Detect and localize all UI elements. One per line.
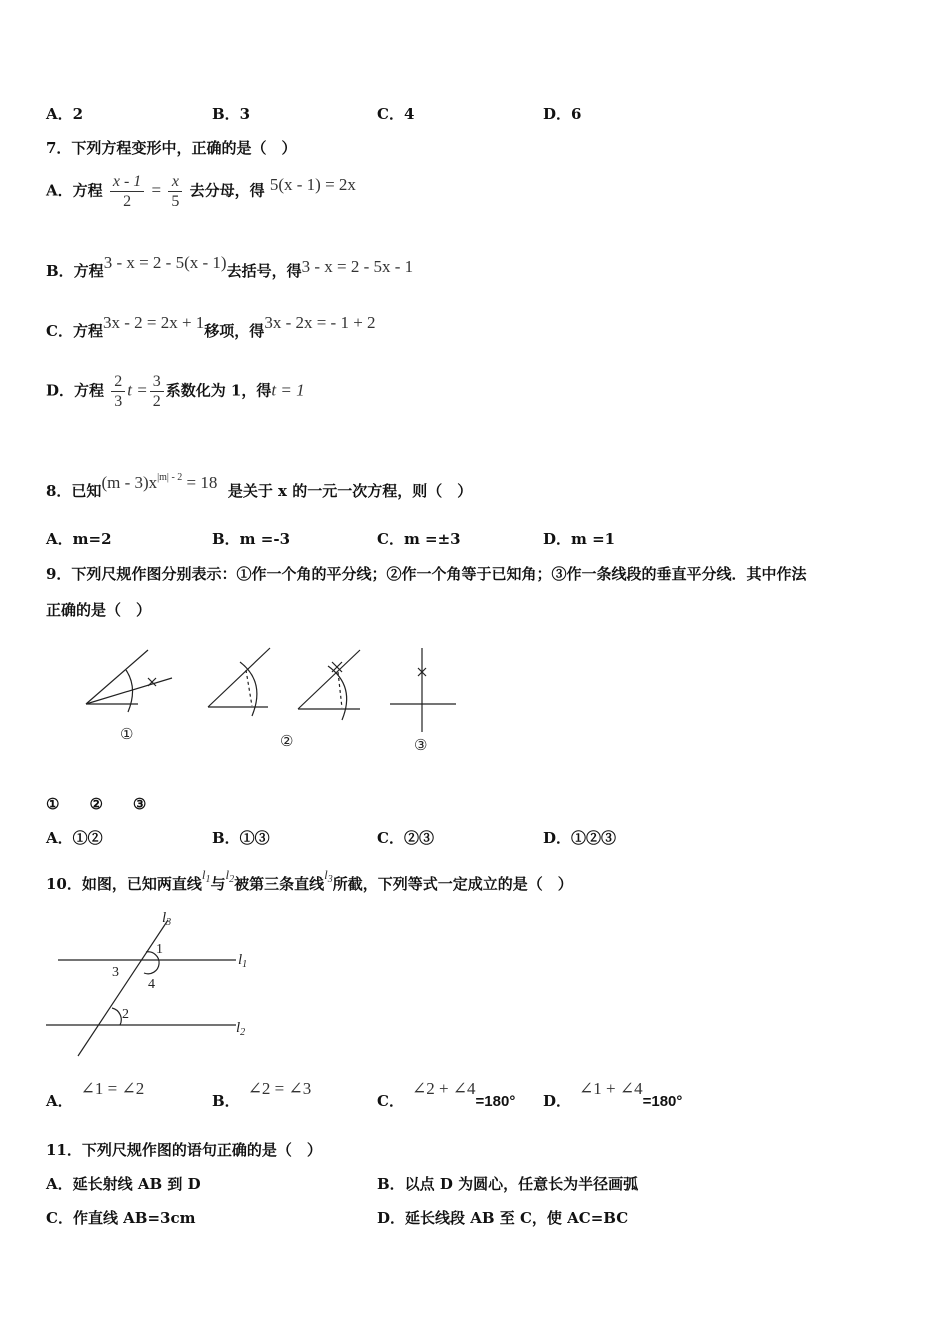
q9-option-c: C．②③: [377, 829, 434, 847]
q8-stem: [46, 472, 473, 501]
fig-label-3: ③: [414, 738, 428, 754]
q7-a-equals: =: [151, 180, 162, 200]
q8-option-d: D．m =1: [543, 530, 616, 548]
angle-arc-bottom: [112, 1008, 121, 1025]
q7-stem: 7．下列方程变形中，正确的是（ ）: [46, 139, 297, 157]
q8-option-a: A．m=2: [46, 530, 112, 548]
fig2-arc: [240, 662, 257, 716]
q11-option-b: B．以点 D 为圆心，任意长为半径画弧: [377, 1175, 639, 1193]
q7-c-result: 3x - 2x = - 1 + 2: [264, 313, 376, 332]
q7-d-text: 系数化为 1，得: [165, 381, 272, 400]
fig1-bisector: [86, 678, 172, 704]
q11-option-c: C．作直线 AB=3cm: [46, 1209, 196, 1227]
q8-prefix: 8．已知: [46, 482, 102, 500]
q10-l1: $l_1$: [201, 867, 211, 885]
angle-label-4: 4: [148, 977, 155, 992]
q9-option-b: B．①③: [212, 829, 270, 847]
q6-option-c: C．4: [377, 105, 415, 123]
q10-option-b: B．∠2 = ∠3: [212, 1079, 312, 1110]
angle-label-2: 2: [122, 1007, 129, 1022]
q10-stem: [46, 867, 573, 895]
fig-label-l3: $l_3$: [162, 910, 172, 928]
q7-d-result: t = 1: [271, 380, 305, 400]
q9-answer-row: ① ② ③: [46, 795, 147, 813]
q7-option-d: [46, 372, 305, 411]
q7-b-label: B．方程: [46, 262, 104, 280]
q10-suffix: 所截，下列等式一定成立的是（ ）: [332, 875, 573, 893]
fig-label-l2: $l_2$: [236, 1020, 246, 1038]
q10-option-a: A．∠1 = ∠2: [46, 1079, 145, 1110]
q7-d-fraction-2: $\frac{3}{2}$: [150, 372, 164, 411]
q9-construction-figures: [80, 640, 470, 755]
angle-label-3: 3: [112, 965, 119, 980]
q9-option-a: A．①②: [46, 829, 103, 847]
q7-b-result: 3 - x = 2 - 5x - 1: [301, 257, 414, 276]
q11-option-a: A．延长射线 AB 到 D: [46, 1175, 201, 1193]
q10-with: 与: [210, 875, 226, 893]
q7-option-c: [46, 313, 376, 341]
angle-label-1: 1: [156, 942, 163, 957]
fig1-ray-upper: [86, 650, 148, 704]
q6-option-a: A．2: [46, 105, 84, 123]
q10-d-equation: ∠1 + ∠4: [579, 1079, 643, 1098]
q7-a-result: 5(x - 1) = 2x: [269, 174, 356, 194]
q8-equation: $(m - 3)x^{|m| - 2} = 18$: [101, 472, 218, 492]
q6-option-b: B．3: [212, 105, 251, 123]
q10-cut: 被第三条直线: [234, 875, 325, 893]
q7-option-b: [46, 253, 414, 281]
q7-a-text: 去分母，得: [189, 181, 265, 200]
q10-option-d: D．∠1 + ∠4=180°: [543, 1079, 683, 1110]
q7-d-fraction-1: $\frac{2}{3}$: [111, 372, 125, 411]
fig2b-arc: [328, 666, 347, 720]
q6-option-d: D．6: [543, 105, 582, 123]
q10-a-equation: ∠1 = ∠2: [80, 1079, 145, 1098]
q7-c-label: C．方程: [46, 322, 103, 340]
q7-d-variable: t =: [127, 380, 148, 400]
q7-a-label: A．方程: [46, 181, 103, 200]
fig2b-ray-upper: [298, 650, 360, 709]
fig-label-2: ②: [280, 734, 294, 750]
fig-label-1: ①: [120, 727, 134, 743]
q11-option-d: D．延长线段 AB 至 C，使 AC=BC: [377, 1209, 629, 1227]
q7-d-label: D．方程: [46, 381, 105, 400]
q7-option-a: [46, 172, 356, 211]
fig2-ray-upper: [208, 648, 270, 707]
q10-prefix: 10．如图，已知两直线: [46, 875, 202, 893]
q7-c-equation: 3x - 2 = 2x + 1: [102, 313, 205, 332]
q7-a-fraction-2: $\frac{x}{5}$: [168, 172, 182, 211]
q9-option-d: D．①②③: [543, 829, 617, 847]
q7-b-text: 去括号，得: [226, 262, 302, 280]
q10-parallel-lines-figure: [40, 908, 270, 1060]
q8-suffix: 是关于 x 的一元一次方程，则（ ）: [227, 482, 473, 500]
q8-option-b: B．m =-3: [212, 530, 291, 548]
q9-stem-line2: 正确的是（ ）: [46, 601, 152, 619]
q7-a-fraction-1: $\frac{x - 1}{2}$: [110, 172, 144, 211]
q11-stem: 11．下列尺规作图的语句正确的是（ ）: [46, 1141, 322, 1159]
q7-b-equation: 3 - x = 2 - 5(x - 1): [103, 253, 227, 272]
fig-label-l1: $l_1$: [238, 952, 248, 970]
q10-l3: $l_3$: [324, 867, 333, 885]
q10-l2: $l_2$: [225, 867, 235, 885]
q8-option-c: C．m =±3: [377, 530, 461, 548]
q7-c-text: 移项，得: [204, 322, 265, 340]
q10-b-equation: ∠2 = ∠3: [247, 1079, 312, 1098]
q10-c-equation: ∠2 + ∠4: [411, 1079, 476, 1098]
q10-option-c: C．∠2 + ∠4=180°: [377, 1079, 516, 1110]
q9-stem-line1: 9．下列尺规作图分别表示：①作一个角的平分线；②作一个角等于已知角；③作一条线段的垂直平分线．其中作法: [46, 565, 807, 583]
